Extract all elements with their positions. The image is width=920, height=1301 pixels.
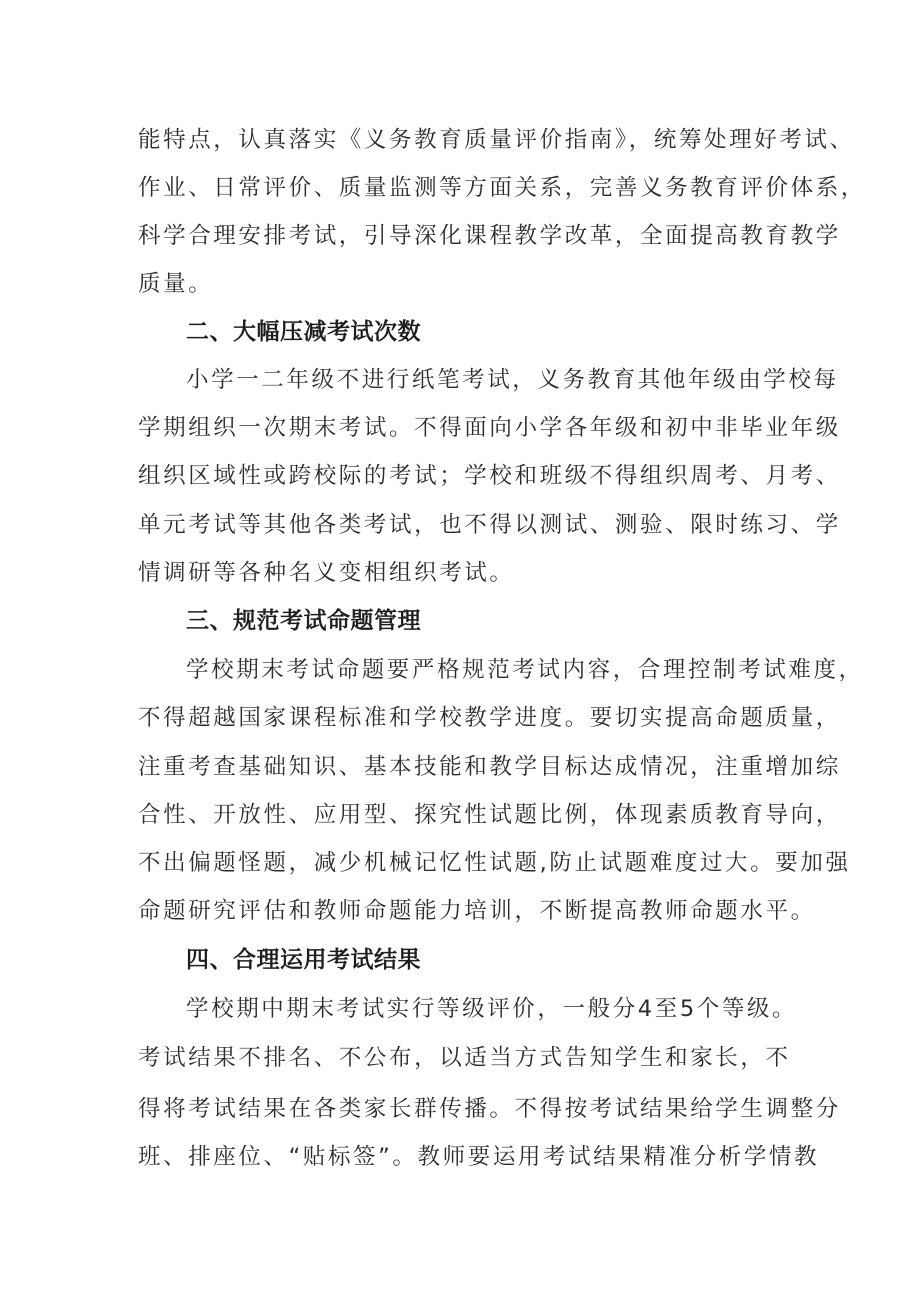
paragraph-line: 单元考试等其他各类考试，也不得以测试、测验、限时练习、学 bbox=[138, 512, 841, 538]
paragraph-line: 学校期中期末考试实行等级评价，一般分4至5个等级。 bbox=[186, 996, 798, 1022]
section-heading: 四、合理运用考试结果 bbox=[186, 947, 421, 973]
paragraph-line: 不得超越国家课程标准和学校教学进度。要切实提高命题质量， bbox=[138, 705, 841, 731]
paragraph-line: 得将考试结果在各类家长群传播。不得按考试结果给学生调整分 bbox=[138, 1096, 841, 1122]
paragraph-line: 质量。 bbox=[138, 271, 214, 297]
paragraph-line: 注重考查基础知识、基本技能和教学目标达成情况，注重增加综 bbox=[138, 754, 841, 780]
paragraph-line: 合性、开放性、应用型、探究性试题比例，体现素质教育导向， bbox=[138, 802, 841, 828]
paragraph-line: 情调研等各种名义变相组织考试。 bbox=[138, 560, 515, 586]
paragraph-line: 学校期末考试命题要严格规范考试内容，合理控制考试难度， bbox=[186, 657, 864, 683]
paragraph-line: 不出偏题怪题，减少机械记忆性试题,防止试题难度过大。要加强 bbox=[138, 850, 851, 876]
paragraph-line: 作业、日常评价、质量监测等方面关系，完善义务教育评价体系， bbox=[138, 175, 866, 201]
paragraph-line: 科学合理安排考试，引导深化课程教学改革，全面提高教育教学 bbox=[138, 223, 841, 249]
paragraph-line: 学期组织一次期末考试。不得面向小学各年级和初中非毕业年级 bbox=[138, 415, 841, 441]
paragraph-line: 命题研究评估和教师命题能力培训，不断提高教师命题水平。 bbox=[138, 898, 816, 924]
paragraph-line: 小学一二年级不进行纸笔考试，义务教育其他年级由学校每 bbox=[186, 367, 839, 393]
paragraph-line: 班、排座位、“贴标签”。教师要运用考试结果精准分析学情教 bbox=[138, 1144, 820, 1170]
section-heading: 二、大幅压减考试次数 bbox=[186, 319, 421, 345]
paragraph-line: 考试结果不排名、不公布，以适当方式告知学生和家长，不 bbox=[138, 1045, 791, 1071]
paragraph-line: 能特点，认真落实《义务教育质量评价指南》，统筹处理好考试、 bbox=[138, 127, 855, 153]
section-heading: 三、规范考试命题管理 bbox=[186, 608, 421, 634]
paragraph-line: 组织区域性或跨校际的考试；学校和班级不得组织周考、月考、 bbox=[138, 463, 841, 489]
